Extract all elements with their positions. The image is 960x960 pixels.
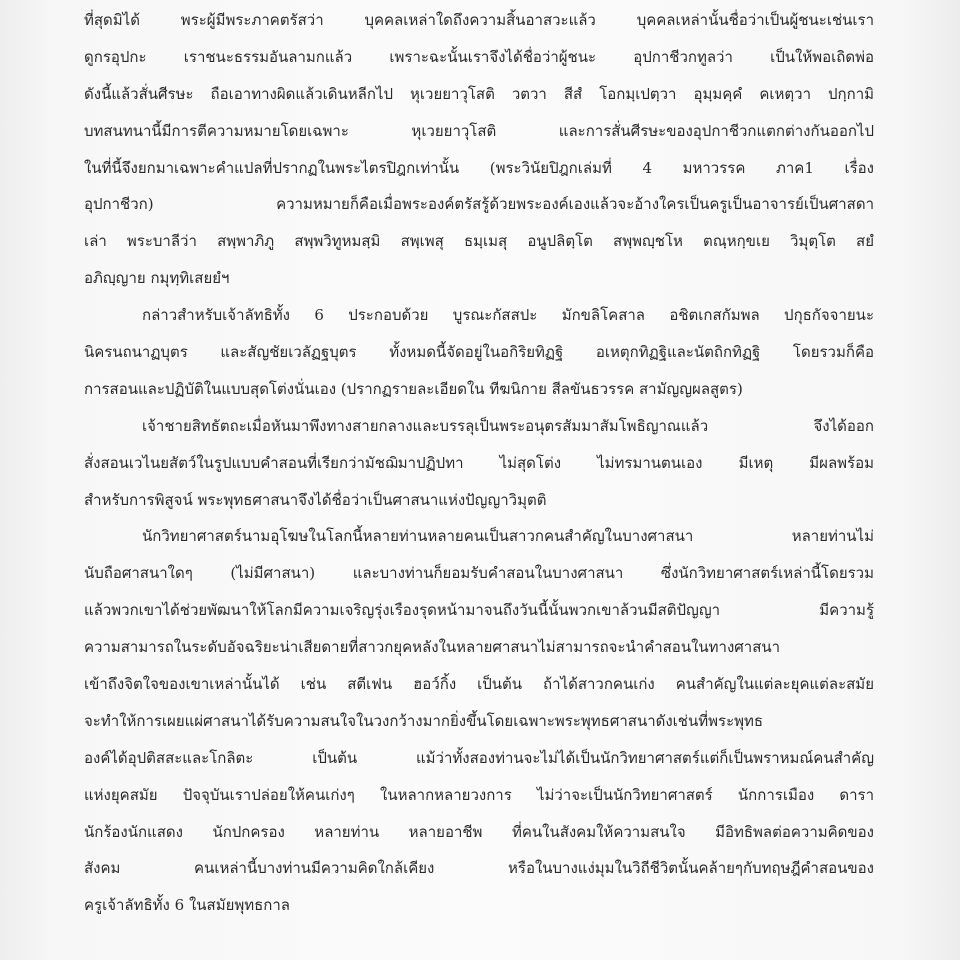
text-line-17: แล้วพวกเขาได้ช่วยพัฒนาให้โลกมีความเจริญรุ่งเรืองรุดหน้ามาจนถึงวันนี้นั้นพวกเขาล้วนมีสติปัญญา มีความรู้ [84,601,874,620]
text-line-1: ที่สุดมิได้ พระผู้มีพระภาคตรัสว่า บุคคลเหล่าใดถึงความสิ้นอาสวะแล้ว บุคคลเหล่านั้นชื่อว่าเป็นผู้ชนะเช่นเรา [84,11,874,29]
text-line-3: ดังนี้แล้วสั่นศีรษะ ถือเอาทางผิดแล้วเดินหลีกไป หุเวยยาวุโสติ วตวา สีสํ โอกมฺเปตฺวา อุมฺมคฺคํ คเหตฺวา ปกฺกามิ [84,84,874,103]
text-line-18: ความสามารถในระดับอัจฉริยะน่าเสียดายที่สาวกยุคหลังในหลายศาสนาไม่สามารถจะนำคำสอนในทางศาสนา [84,638,781,657]
text-line-2: ดูกรอุปกะ เราชนะธรรมอันลามกแล้ว เพราะฉะนั้นเราจึงได้ชื่อว่าผู้ชนะ อุปกาชีวกทูลว่า เป็นให้พอเถิดพ่อ [84,47,874,66]
document-body [84,2,874,924]
text-line-21: องค์ได้อุปติสสะและโกลิตะ เป็นต้น แม้ว่าทั้งสองท่านจะไม่ได้เป็นนักวิทยาศาสตร์แต่ก็เป็นพราหมณ์คนสำคัญ [84,748,874,767]
text-line-16: นับถือศาสนาใดๆ (ไม่มีศาสนา) และบางท่านก็ยอมรับคำสอนในบางศาสนา ซึ่งนักวิทยาศาสตร์เหล่านี้โดยรวม [84,564,874,583]
text-line-24: สังคม คนเหล่านี้บางท่านมีความคิดใกล้เคียง หรือในบางแง่มุมในวิถีชีวิตนั้นคล้ายๆกับทฤษฎีคำสอนของ [84,859,874,878]
text-line-11: การสอนและปฏิบัติในแบบสุดโต่งนั่นเอง (ปรากฏรายละเอียดใน ทีฆนิกาย สีลขันธวรรค สามัญญผลสูตร) [84,379,743,398]
text-line-7: เล่า พระบาลีว่า สพฺพาภิภู สพฺพวิทูหมสฺมิ สพฺเพสุ ธมฺเมสุ อนูปลิตฺโต สพฺพญฺชโห ตณฺหกฺขเย วิมุตฺโต สยํ [84,232,874,251]
text-line-6: อุปกาชีวก) ความหมายก็คือเมื่อพระองค์ตรัสรู้ด้วยพระองค์เองแล้วจะอ้างใครเป็นครูเป็นอาจารย์เป็นศาสดา [84,195,874,214]
text-line-8: อภิญฺญาย กมุทฺทิเสยยํฯ [84,269,230,288]
text-line-14: สำหรับการพิสูจน์ พระพุทธศาสนาจึงได้ชื่อว่าเป็นศาสนาแห่งปัญญาวิมุตติ [84,490,547,509]
text-line-22: แห่งยุคสมัย ปัจจุบันเราปล่อยให้คนเก่งๆ ในหลากหลายวงการ ไม่ว่าจะเป็นนักวิทยาศาสตร์ นักการเมือง ดารา [84,785,874,804]
text-line-20: จะทำให้การเผยแผ่ศาสนาได้รับความสนใจในวงกว้างมากยิ่งขึ้นโดยเฉพาะพระพุทธศาสนาดังเช่นที่พระพุทธ [84,711,764,730]
text-line-4: บทสนทนานี้มีการตีความหมายโดยเฉพาะ หุเวยยาวุโสติ และการสั่นศีรษะของอุปกาชีวกแตกต่างกันออกไป [84,121,874,140]
text-line-5: ในที่นี้จึงยกมาเฉพาะคำแปลที่ปรากฏในพระไตรปิฎกเท่านั้น (พระวินัยปิฎกเล่มที่ 4 มหาวรรค ภาค1 เรื่อง [84,158,874,177]
text-line-25: ครูเจ้าลัทธิทั้ง 6 ในสมัยพุทธกาล [84,896,290,915]
text-line-10: นิครนถนาฏบุตร และสัญชัยเวลัฏฐบุตร ทั้งหมดนี้จัดอยู่ในอกิริยทิฏฐิ อเหตุกทิฏฐิและนัตถิกทิฏฐิ โดยรวมก็คือ [84,343,874,362]
text-line-15: นักวิทยาศาสตร์นามอุโฆษในโลกนี้หลายท่านหลายคนเป็นสาวกคนสำคัญในบางศาสนา หลายท่านไม่ [142,527,874,546]
text-line-23: นักร้องนักแสดง นักปกครอง หลายท่าน หลายอาชีพ ที่คนในสังคมให้ความสนใจ มีอิทธิพลต่อความคิดของ [84,822,874,841]
text-line-19: เข้าถึงจิตใจของเขาเหล่านั้นได้ เช่น สตีเฟน ฮอว์กิ้ง เป็นต้น ถ้าได้สาวกคนเก่ง คนสำคัญในแต่ละยุคแต่ละสมัย [84,675,874,694]
text-line-12: เจ้าชายสิทธัตถะเมื่อหันมาพึงทางสายกลางและบรรลุเป็นพระอนุตรสัมมาสัมโพธิญาณแล้ว จึงได้ออก [142,416,874,435]
text-line-13: สั่งสอนเวไนยสัตว์ในรูปแบบคำสอนที่เรียกว่ามัชฌิมาปฏิปทา ไม่สุดโต่ง ไม่ทรมานตนเอง มีเหตุ มีผลพร้อม [84,453,874,472]
text-line-9: กล่าวสำหรับเจ้าลัทธิทั้ง 6 ประกอบด้วย บูรณะกัสสปะ มักขลิโคสาล อชิตเกสกัมพล ปกุธกัจจายนะ [142,306,874,325]
